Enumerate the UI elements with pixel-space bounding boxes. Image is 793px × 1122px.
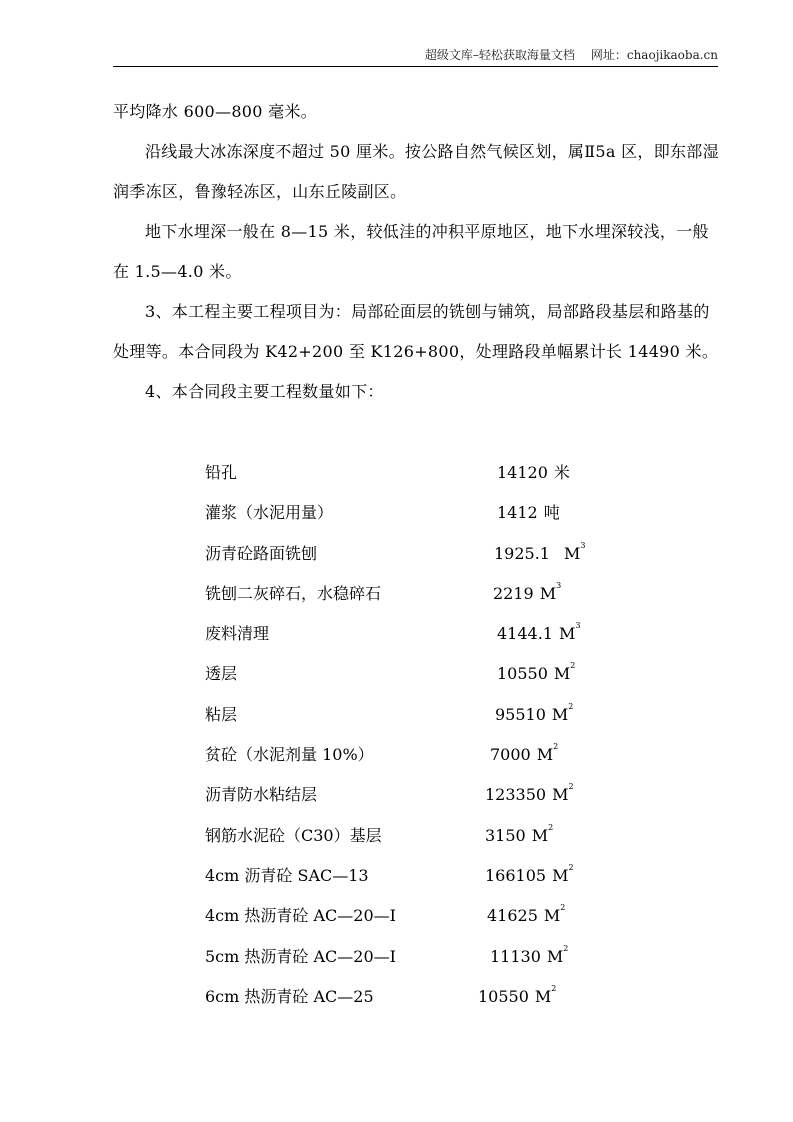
unit-exponent: 2 <box>553 742 559 752</box>
quantity-row <box>205 735 625 775</box>
quantity-row <box>205 816 625 856</box>
quantity-value: 123350 <box>485 785 547 805</box>
quantity-value-group <box>493 574 561 614</box>
page-header <box>113 44 718 67</box>
unit-exponent: 3 <box>556 580 562 590</box>
paragraph-quantities-intro: 4、本合同段主要工程数量如下： <box>145 382 384 401</box>
quantity-value: 1925.1 <box>494 543 550 563</box>
quantity-row <box>205 856 625 896</box>
quantity-unit: M <box>543 906 561 926</box>
quantity-value: 1412 <box>497 503 538 523</box>
quantity-unit: M <box>536 745 554 765</box>
header-site-name: 超级文库–轻松获取海量文档 <box>424 48 575 62</box>
quantity-row <box>205 654 625 694</box>
quantity-row <box>205 614 625 654</box>
quantity-unit: 米 <box>553 463 570 482</box>
quantity-unit: M <box>534 986 552 1006</box>
quantity-value-group <box>478 977 556 1017</box>
quantity-value: 166105 <box>485 865 547 885</box>
quantity-unit: M <box>558 624 576 644</box>
unit-exponent: 2 <box>568 782 574 792</box>
quantity-unit: M <box>531 825 549 845</box>
quantity-value: 7000 <box>490 745 531 765</box>
quantity-value: 95510 <box>495 704 546 724</box>
quantity-unit: M <box>551 704 569 724</box>
quantity-item: 铣刨二灰碎石，水稳碎石 <box>205 583 382 603</box>
quantity-item: 4cm 沥青砼 SAC—13 <box>205 865 369 885</box>
quantity-item: 废料清理 <box>205 624 270 644</box>
quantity-value-group <box>485 856 574 896</box>
quantity-unit: M <box>553 664 571 684</box>
paragraph-groundwater: 地下水埋深一般在 8—15 米，较低洼的冲积平原地区，地下水埋深较浅，一般在 1.5—4.0 米。 <box>113 222 709 281</box>
quantity-value-group <box>494 534 585 574</box>
quantity-item: 透层 <box>205 664 238 684</box>
quantity-value-group <box>485 816 553 856</box>
quantity-unit: M <box>546 946 564 966</box>
quantity-value: 10550 <box>478 986 529 1006</box>
quantity-value: 2219 <box>493 583 534 603</box>
quantity-value-group <box>497 614 580 654</box>
quantity-row <box>205 896 625 936</box>
unit-exponent: 2 <box>563 943 569 953</box>
quantity-row <box>205 493 625 533</box>
unit-exponent: 2 <box>568 701 574 711</box>
quantity-item: 贫砼（水泥剂量 10%） <box>205 745 374 765</box>
quantity-value-group <box>497 493 560 533</box>
quantity-value-group <box>495 695 573 735</box>
quantity-row <box>205 937 625 977</box>
quantity-value-group <box>490 937 568 977</box>
quantity-row <box>205 453 625 493</box>
quantity-row <box>205 775 625 815</box>
quantity-value: 4144.1 <box>497 624 553 644</box>
unit-exponent: 3 <box>580 540 586 550</box>
quantity-value-group <box>490 735 558 775</box>
header-url: 网址：chaojikaoba.cn <box>590 48 718 62</box>
quantity-item: 沥青砼路面铣刨 <box>205 543 318 563</box>
quantity-list <box>205 453 625 1017</box>
paragraph-project-items: 3、本工程主要工程项目为：局部砼面层的铣刨与铺筑，局部路段基层和路基的处理等。本合同段为 K42+200 至 K126+800，处理路段单幅累计长 14490 米。 <box>113 302 719 361</box>
quantity-value: 11130 <box>490 946 541 966</box>
quantity-item: 4cm 热沥青砼 AC—20—I <box>205 906 396 926</box>
quantity-row <box>205 977 625 1017</box>
quantity-value: 3150 <box>485 825 526 845</box>
quantity-item: 钢筋水泥砼（C30）基层 <box>205 825 382 845</box>
quantity-unit: M <box>552 785 569 805</box>
unit-exponent: 2 <box>548 822 554 832</box>
quantity-row <box>205 574 625 614</box>
quantity-unit: M <box>552 865 569 885</box>
document-body <box>113 92 720 412</box>
unit-exponent: 2 <box>551 983 557 993</box>
quantity-item: 沥青防水粘结层 <box>205 785 318 805</box>
unit-exponent: 3 <box>575 621 581 631</box>
quantity-value-group <box>497 453 570 493</box>
quantity-row <box>205 695 625 735</box>
quantity-unit: M <box>563 543 581 563</box>
quantity-unit: M <box>539 583 557 603</box>
quantity-row <box>205 534 625 574</box>
quantity-item: 灌浆（水泥用量） <box>205 503 334 523</box>
quantity-item: 粘层 <box>205 704 238 724</box>
paragraph-frost-depth: 沿线最大冰冻深度不超过 50 厘米。按公路自然气候区划，属Ⅱ5a 区，即东部湿润季冻区，鲁豫轻冻区，山东丘陵副区。 <box>113 142 719 201</box>
quantity-value-group <box>487 896 565 936</box>
unit-exponent: 2 <box>560 903 566 913</box>
quantity-value: 10550 <box>497 664 548 684</box>
quantity-value-group <box>485 775 574 815</box>
quantity-item: 6cm 热沥青砼 AC—25 <box>205 986 374 1006</box>
unit-exponent: 2 <box>570 661 576 671</box>
quantity-value: 41625 <box>487 906 538 926</box>
quantity-item: 5cm 热沥青砼 AC—20—I <box>205 946 396 966</box>
quantity-value: 14120 <box>497 463 548 482</box>
unit-exponent: 2 <box>568 862 574 872</box>
quantity-unit: 吨 <box>543 503 560 523</box>
quantity-value-group <box>497 654 575 694</box>
paragraph-precipitation: 平均降水 600—800 毫米。 <box>113 102 318 121</box>
quantity-item: 铅孔 <box>205 463 238 482</box>
